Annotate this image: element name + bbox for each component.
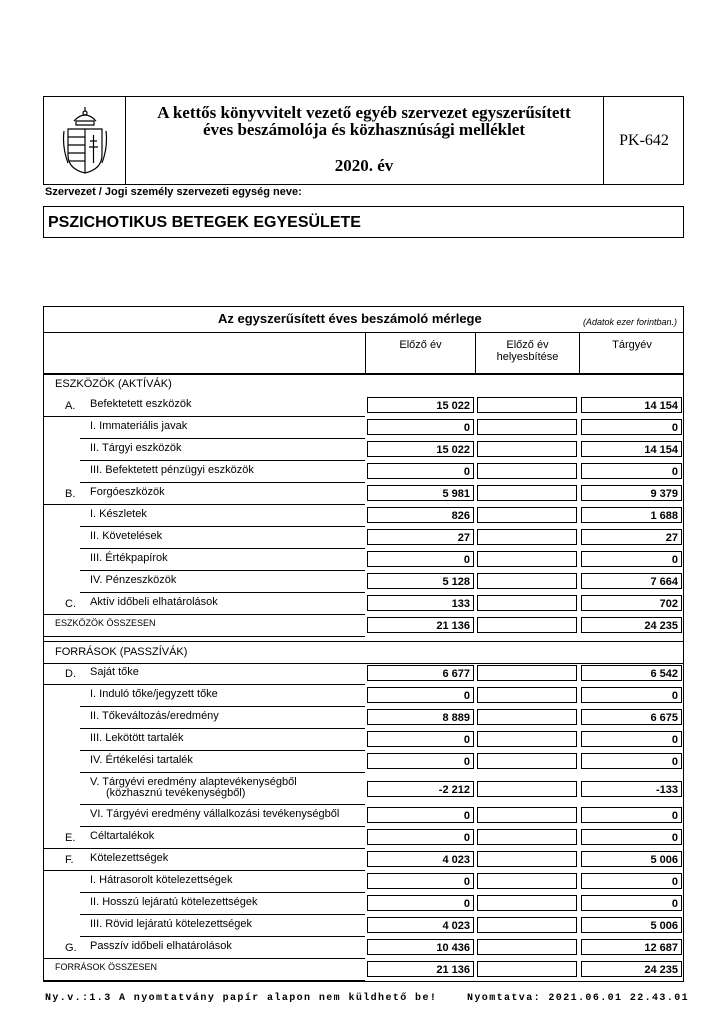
- value-cell-adjustment: [477, 829, 577, 845]
- org-name-field: PSZICHOTIKUS BETEGEK EGYESÜLETE: [43, 206, 684, 238]
- row-label: Kötelezettségek: [90, 852, 169, 864]
- value-cell-curr: [581, 851, 682, 867]
- row-value-prev: 6 677: [442, 668, 470, 680]
- value-cell-prev: [367, 397, 474, 413]
- row-letter: A.: [65, 400, 76, 412]
- value-cell-adjustment: [477, 851, 577, 867]
- row-value-curr: 702: [659, 598, 678, 610]
- balance-sheet-title: Az egyszerűsített éves beszámoló mérlege: [218, 311, 482, 326]
- value-cell-curr: [581, 665, 682, 681]
- row-value-prev: 0: [463, 690, 470, 702]
- form-title-line2: éves beszámolója és közhasznúsági melléklet: [202, 120, 526, 139]
- value-cell-adjustment: [477, 665, 577, 681]
- row-value-curr: 0: [671, 554, 678, 566]
- table-row: [44, 729, 683, 751]
- value-cell-prev: [367, 961, 474, 977]
- value-cell-prev: [367, 829, 474, 845]
- org-name-label: Szervezet / Jogi személy szervezeti egység neve:: [45, 186, 302, 198]
- value-cell-adjustment: [477, 753, 577, 769]
- value-cell-adjustment: [477, 485, 577, 501]
- section-divider: [44, 663, 683, 664]
- value-cell-curr: [581, 895, 682, 911]
- value-cell-prev: [367, 441, 474, 457]
- row-value-curr: 1 688: [650, 510, 678, 522]
- row-value-curr: 0: [671, 876, 678, 888]
- value-cell-adjustment: [477, 873, 577, 889]
- row-value-curr: 24 235: [644, 620, 678, 632]
- row-value-prev: 0: [463, 422, 470, 434]
- value-cell-prev: [367, 529, 474, 545]
- row-value-prev: 21 136: [436, 620, 470, 632]
- form-header: [43, 96, 684, 185]
- value-cell-prev: [367, 895, 474, 911]
- row-label: IV. Értékelési tartalék: [90, 754, 193, 766]
- liabilities-heading-row: [44, 641, 683, 663]
- value-cell-prev: [367, 551, 474, 567]
- value-cell-curr: [581, 687, 682, 703]
- row-letter: G.: [65, 942, 77, 954]
- row-value-curr: 0: [671, 734, 678, 746]
- value-cell-prev: [367, 665, 474, 681]
- row-label: III. Értékpapírok: [90, 552, 168, 564]
- assets-heading: ESZKÖZÖK (AKTÍVÁK): [55, 378, 172, 390]
- value-cell-curr: [581, 731, 682, 747]
- value-cell-prev: [367, 807, 474, 823]
- row-label: III. Lekötött tartalék: [90, 732, 184, 744]
- value-cell-adjustment: [477, 709, 577, 725]
- row-value-prev: 0: [463, 756, 470, 768]
- value-cell-adjustment: [477, 731, 577, 747]
- form-year: 2020. év: [334, 156, 394, 175]
- row-label: I. Készletek: [90, 508, 147, 520]
- row-value-curr: 5 006: [650, 854, 678, 866]
- table-row: [44, 571, 683, 593]
- table-row: [44, 849, 683, 871]
- coat-of-arms-icon: [62, 107, 108, 175]
- row-value-curr: 0: [671, 898, 678, 910]
- row-value-curr: 0: [671, 690, 678, 702]
- value-cell-adjustment: [477, 551, 577, 567]
- row-value-curr: 14 154: [644, 444, 678, 456]
- row-label: VI. Tárgyévi eredmény vállalkozási tevékenységből: [90, 808, 340, 820]
- value-cell-curr: [581, 419, 682, 435]
- table-row: [44, 871, 683, 893]
- value-cell-curr: [581, 397, 682, 413]
- table-row: [44, 893, 683, 915]
- table-row: [44, 685, 683, 707]
- row-label: I. Induló tőke/jegyzett tőke: [90, 688, 218, 700]
- table-row: [44, 461, 683, 483]
- row-label: I. Hátrasorolt kötelezettségek: [90, 874, 233, 886]
- value-cell-prev: [367, 781, 474, 797]
- section-divider: [44, 641, 683, 642]
- row-label: II. Tárgyi eszközök: [90, 442, 182, 454]
- column-header-prev-adjust: Előző év helyesbítése: [475, 333, 579, 375]
- value-cell-prev: [367, 419, 474, 435]
- table-row: [44, 805, 683, 827]
- table-row: [44, 751, 683, 773]
- value-cell-curr: [581, 961, 682, 977]
- footer-version-note: Ny.v.:1.3 A nyomtatvány papír alapon nem küldhető be!: [45, 993, 438, 1004]
- row-letter: E.: [65, 832, 76, 844]
- row-value-prev: 826: [451, 510, 470, 522]
- table-row: [44, 615, 683, 637]
- value-cell-adjustment: [477, 419, 577, 435]
- row-label: Forgóeszközök: [90, 486, 165, 498]
- value-cell-curr: [581, 753, 682, 769]
- value-cell-prev: [367, 485, 474, 501]
- value-cell-prev: [367, 617, 474, 633]
- table-row: [44, 707, 683, 729]
- row-label: FORRÁSOK ÖSSZESEN: [55, 962, 158, 972]
- table-row: [44, 483, 683, 505]
- form-code: PK-642: [619, 131, 669, 149]
- row-label-continued: (közhasznú tevékenységből): [106, 787, 246, 799]
- section-divider: [44, 373, 683, 374]
- value-cell-prev: [367, 687, 474, 703]
- units-note: (Adatok ezer forintban.): [582, 317, 677, 327]
- value-cell-curr: [581, 529, 682, 545]
- table-row: [44, 505, 683, 527]
- row-value-prev: 15 022: [436, 400, 470, 412]
- column-header-label: [44, 333, 365, 375]
- row-label: II. Követelések: [90, 530, 163, 542]
- row-label: II. Hosszú lejáratú kötelezettségek: [90, 896, 258, 908]
- value-cell-curr: [581, 873, 682, 889]
- value-cell-prev: [367, 873, 474, 889]
- row-value-curr: 6 675: [650, 712, 678, 724]
- row-value-curr: -133: [655, 784, 678, 796]
- value-cell-prev: [367, 917, 474, 933]
- row-value-curr: 9 379: [650, 488, 678, 500]
- table-row: [44, 827, 683, 849]
- row-label: V. Tárgyévi eredmény alaptevékenységből: [90, 776, 297, 788]
- value-cell-adjustment: [477, 507, 577, 523]
- value-cell-prev: [367, 939, 474, 955]
- row-value-curr: 7 664: [650, 576, 678, 588]
- table-row: [44, 549, 683, 571]
- row-label: Céltartalékok: [90, 830, 155, 842]
- row-label: III. Befektetett pénzügyi eszközök: [90, 464, 254, 476]
- value-cell-prev: [367, 709, 474, 725]
- footer-print-date: Nyomtatva: 2021.06.01 22.43.01: [467, 993, 690, 1004]
- row-letter: D.: [65, 668, 76, 680]
- liabilities-heading: FORRÁSOK (PASSZÍVÁK): [55, 646, 188, 658]
- row-value-prev: 8 889: [442, 712, 470, 724]
- value-cell-adjustment: [477, 617, 577, 633]
- value-cell-adjustment: [477, 441, 577, 457]
- value-cell-curr: [581, 939, 682, 955]
- value-cell-adjustment: [477, 781, 577, 797]
- row-value-prev: 21 136: [436, 964, 470, 976]
- row-letter: F.: [65, 854, 74, 866]
- value-cell-curr: [581, 807, 682, 823]
- value-cell-adjustment: [477, 529, 577, 545]
- coat-of-arms-logo: [44, 97, 126, 184]
- value-cell-adjustment: [477, 463, 577, 479]
- row-label: Befektetett eszközök: [90, 398, 192, 410]
- row-label: I. Immateriális javak: [90, 420, 188, 432]
- balance-sheet-table: [43, 306, 684, 982]
- value-cell-curr: [581, 573, 682, 589]
- value-cell-curr: [581, 709, 682, 725]
- row-value-curr: 0: [671, 810, 678, 822]
- row-letter: C.: [65, 598, 76, 610]
- row-value-prev: 0: [463, 898, 470, 910]
- row-value-prev: 10 436: [436, 942, 470, 954]
- row-letter: B.: [65, 488, 76, 500]
- table-row: [44, 915, 683, 937]
- table-row: [44, 959, 683, 981]
- table-row: [44, 527, 683, 549]
- column-header-current-year: Tárgyév: [579, 333, 684, 375]
- value-cell-adjustment: [477, 917, 577, 933]
- row-value-curr: 0: [671, 832, 678, 844]
- value-cell-adjustment: [477, 595, 577, 611]
- value-cell-adjustment: [477, 397, 577, 413]
- assets-heading-row: [44, 373, 683, 395]
- value-cell-prev: [367, 573, 474, 589]
- row-value-prev: 0: [463, 832, 470, 844]
- row-value-curr: 0: [671, 756, 678, 768]
- row-value-prev: -2 212: [438, 784, 470, 796]
- value-cell-curr: [581, 595, 682, 611]
- row-value-prev: 5 981: [442, 488, 470, 500]
- value-cell-prev: [367, 753, 474, 769]
- row-value-prev: 4 023: [442, 854, 470, 866]
- value-cell-curr: [581, 551, 682, 567]
- column-header-prev-year: Előző év: [365, 333, 475, 375]
- table-row: [44, 663, 683, 685]
- value-cell-adjustment: [477, 895, 577, 911]
- row-value-prev: 15 022: [436, 444, 470, 456]
- form-title-line1: A kettős könyvvitelt vezető egyéb szervezet egyszerűsített: [157, 103, 571, 122]
- value-cell-curr: [581, 507, 682, 523]
- table-row: [44, 773, 683, 805]
- row-value-curr: 24 235: [644, 964, 678, 976]
- value-cell-prev: [367, 463, 474, 479]
- row-value-prev: 0: [463, 810, 470, 822]
- row-label: II. Tőkeváltozás/eredmény: [90, 710, 219, 722]
- table-row: [44, 937, 683, 959]
- value-cell-curr: [581, 485, 682, 501]
- row-value-curr: 14 154: [644, 400, 678, 412]
- row-value-curr: 0: [671, 466, 678, 478]
- row-value-prev: 27: [457, 532, 470, 544]
- value-cell-adjustment: [477, 961, 577, 977]
- row-divider: [44, 636, 365, 637]
- row-divider: [44, 980, 365, 981]
- row-value-curr: 27: [665, 532, 678, 544]
- value-cell-curr: [581, 781, 682, 797]
- row-value-prev: 0: [463, 466, 470, 478]
- value-cell-adjustment: [477, 687, 577, 703]
- row-value-prev: 133: [451, 598, 470, 610]
- table-row: [44, 439, 683, 461]
- row-label: III. Rövid lejáratú kötelezettségek: [90, 918, 253, 930]
- row-label: ESZKÖZÖK ÖSSZESEN: [55, 618, 156, 628]
- row-label: Saját tőke: [90, 666, 139, 678]
- row-value-prev: 5 128: [442, 576, 470, 588]
- value-cell-adjustment: [477, 807, 577, 823]
- value-cell-prev: [367, 731, 474, 747]
- balance-sheet-title-bar: [44, 307, 683, 333]
- form-title-block: [125, 97, 604, 184]
- row-value-curr: 0: [671, 422, 678, 434]
- value-cell-prev: [367, 507, 474, 523]
- row-label: IV. Pénzeszközök: [90, 574, 177, 586]
- value-cell-adjustment: [477, 573, 577, 589]
- row-value-prev: 0: [463, 734, 470, 746]
- value-cell-prev: [367, 851, 474, 867]
- row-value-curr: 12 687: [644, 942, 678, 954]
- row-value-curr: 5 006: [650, 920, 678, 932]
- value-cell-adjustment: [477, 939, 577, 955]
- row-value-curr: 6 542: [650, 668, 678, 680]
- table-row: [44, 593, 683, 615]
- value-cell-curr: [581, 917, 682, 933]
- table-row: [44, 395, 683, 417]
- value-cell-curr: [581, 617, 682, 633]
- row-value-prev: 0: [463, 554, 470, 566]
- value-cell-curr: [581, 463, 682, 479]
- row-value-prev: 0: [463, 876, 470, 888]
- table-row: [44, 417, 683, 439]
- row-value-prev: 4 023: [442, 920, 470, 932]
- value-cell-curr: [581, 441, 682, 457]
- row-label: Aktív időbeli elhatárolások: [90, 596, 218, 608]
- value-cell-prev: [367, 595, 474, 611]
- row-label: Passzív időbeli elhatárolások: [90, 940, 232, 952]
- value-cell-curr: [581, 829, 682, 845]
